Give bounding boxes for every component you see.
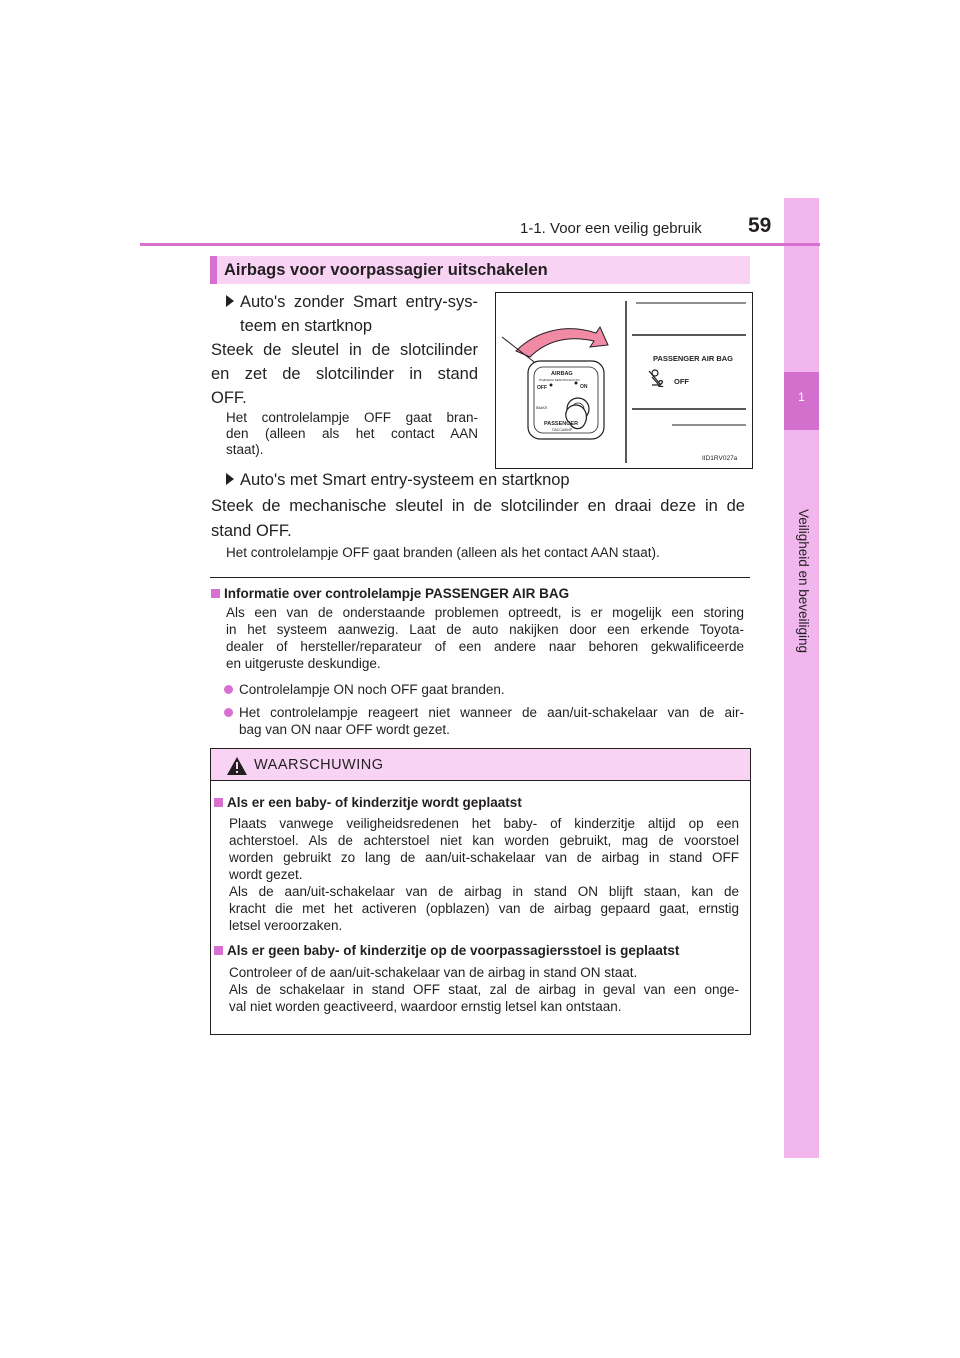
section-bar-accent: [210, 256, 217, 284]
info-bullet-2: Het controlelampje reageert niet wanneer de aan/uit-schakelaar van de air- bag van ON naar OFF wordt gezet.: [224, 704, 744, 738]
switch-off-label-ru: ВЫКЛ: [536, 405, 548, 410]
section-divider: [210, 577, 750, 578]
switch-label-top: AIRBAG: [551, 371, 573, 377]
side-tab-chapter-number: 1: [798, 390, 805, 404]
square-bullet-icon: [214, 946, 223, 955]
figure-code: IID1RV027a: [702, 455, 738, 462]
square-bullet-icon: [214, 798, 223, 807]
triangle-bullet-icon: [226, 473, 234, 485]
switch-label-bottom-ru: ПАССАЖИР: [552, 428, 573, 432]
note-with-smart-entry: Het controlelampje OFF gaat branden (alleen als het contact AAN staat).: [226, 545, 660, 560]
section-title: Airbags voor voorpassagier uitschakelen: [224, 261, 548, 279]
warning-triangle-icon: [226, 756, 248, 781]
switch-off-label: OFF: [537, 385, 547, 391]
heading-with-smart-entry: Auto's met Smart entry-systeem en startknop: [226, 468, 570, 492]
svg-text:2: 2: [658, 379, 664, 390]
warning-item1-body: Plaats vanwege veiligheidsredenen het baby- of kinderzitje altijd op een achterstoel. Als de achterstoel niet kan worden gebruikt, mag de voorstoel worden gebruikt zo lang de aan/uit-schakelaar van de airbag in stand OFF wordt gezet. Als de aan/uit-schakelaar van de airbag in stand ON blijft staan, kan de kracht die met het activeren (opblazen) van de airbag gepaard gaat, ernstig letsel veroorzaken.: [229, 816, 739, 933]
square-bullet-icon: [211, 589, 220, 598]
switch-on-label: ON: [580, 384, 588, 390]
airbag-switch-illustration: [496, 293, 752, 468]
switch-label-top-ru: ПОДУШКА БЕЗОПАСНОСТИ: [539, 378, 580, 382]
header-rule: [140, 243, 820, 246]
chapter-title: 1-1. Voor een veilig gebruik: [520, 220, 702, 237]
warning-item2-heading: Als er geen baby- of kinderzitje op de voorpassagiersstoel is geplaatst: [214, 943, 679, 959]
instruction-without-smart-entry: Steek de sleutel in de slotcilinder en zet de slotcilinder in stand OFF.: [211, 341, 478, 407]
indicator-off-label: OFF: [674, 377, 689, 386]
round-bullet-icon: [224, 685, 233, 694]
info-bullet-1: Controlelampje ON noch OFF gaat branden.: [224, 682, 505, 698]
side-tab-chapter-label: Veiligheid en beveiliging: [796, 508, 811, 654]
passenger-airbag-off-icon: [649, 370, 664, 390]
info-body: Als een van de onderstaande problemen optreedt, is er mogelijk een storing in het systeem aanwezig. Laat de auto nakijken door een erkende Toyota- dealer of hersteller/reparateur of een andere naar behoren gekwalificeerde en uitgeruste deskundige.: [226, 605, 744, 671]
instruction-with-smart-entry: Steek de mechanische sleutel in de slotcilinder en draai deze in de stand OFF.: [211, 497, 745, 540]
warning-item2-body: Controleer of de aan/uit-schakelaar van de airbag in stand ON staat. Als de schakelaar in stand OFF staat, zal de airbag in geval van een onge- val niet worden geactiveerd, waardoor ernstig letsel kan ontstaan.: [229, 965, 739, 1014]
note-without-smart-entry: Het controlelampje OFF gaat bran- den (alleen als het contact AAN staat).: [226, 410, 478, 457]
info-heading: Informatie over controlelampje PASSENGER AIR BAG: [211, 586, 569, 602]
airbag-switch-figure: [495, 292, 753, 469]
indicator-title: PASSENGER AIR BAG: [653, 354, 734, 363]
page-number: 59: [748, 214, 772, 237]
warning-label: WAARSCHUWING: [254, 757, 384, 773]
triangle-bullet-icon: [226, 295, 234, 307]
turn-direction-arrow-icon: [516, 327, 608, 357]
round-bullet-icon: [224, 708, 233, 717]
heading-without-smart-entry: Auto's zonder Smart entry-sys- teem en startknop: [226, 290, 478, 338]
switch-label-bottom: PASSENGER: [544, 421, 579, 427]
warning-item1-heading: Als er een baby- of kinderzitje wordt geplaatst: [214, 795, 522, 811]
